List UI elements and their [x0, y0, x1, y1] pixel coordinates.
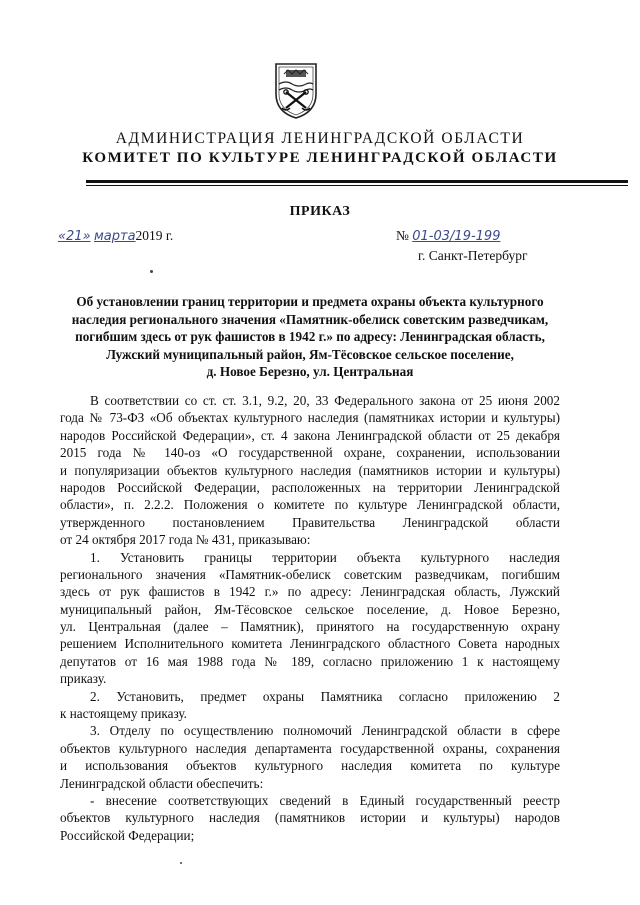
- header-divider-thick: [86, 180, 628, 183]
- body-line: объектов культурного наследия департамента государственной охраны, сохранения: [60, 740, 560, 756]
- body-line: - внесение соответствующих сведений в Единый государственный реестр: [90, 792, 560, 808]
- title-line: Лужский муниципальный район, Ям-Тёсовское сельское поселение,: [106, 346, 514, 362]
- body-line: ул. Центральная (далее – Памятник), принятого на государственную охрану: [60, 619, 560, 635]
- order-title: [60, 293, 560, 381]
- body-line: решением Исполнительного комитета Ленинградского областного Совета народных: [60, 636, 560, 652]
- body-line: Российской Федерации;: [60, 827, 195, 843]
- committee-heading: КОМИТЕТ ПО КУЛЬТУРЕ ЛЕНИНГРАДСКОЙ ОБЛАСТИ: [82, 150, 558, 166]
- title-line: наследия регионального значения «Памятник-обелиск советским разведчикам,: [71, 311, 549, 327]
- body-line: народов Российской Федерации», ст. 4 закона Ленинградской области от 25 декабря: [60, 427, 560, 443]
- body-line: области», п. 2.2.2. Положения о комитете по культуре Ленинградской области,: [60, 497, 560, 513]
- title-line: д. Новое Березно, ул. Центральная: [206, 364, 414, 380]
- body-line: муниципальный район, Ям-Тёсовское сельское поселение, д. Новое Березно,: [60, 601, 560, 617]
- body-line: депутатов от 16 мая 1988 года № 189, согласно приложению 1 к настоящему: [60, 653, 560, 669]
- scan-speck: [180, 862, 182, 864]
- body-line: народов Российской Федерации, расположенных на территории Ленинградской: [60, 479, 560, 495]
- scan-speck: [150, 270, 153, 273]
- order-body: [60, 392, 560, 844]
- date-year: 2019 г.: [135, 228, 174, 243]
- body-line: регионального значения «Памятник-обелиск советским разведчикам, погибшим: [60, 566, 560, 582]
- body-line: к настоящему приказу.: [60, 706, 187, 722]
- body-line: 2015 года № 140-оз «О государственной охране, сохранении, использовании: [60, 445, 560, 461]
- body-line: 2. Установить, предмет охраны Памятника согласно приложению 2: [90, 688, 560, 704]
- city-label: г. Санкт-Петербург: [418, 248, 528, 263]
- body-line: объектов культурного наследия (памятников истории и культуры) народов: [60, 810, 560, 826]
- order-date: [58, 228, 173, 244]
- body-line: утвержденного постановлением Правительства Ленинградской области: [60, 514, 560, 530]
- body-line: и использования объектов культурного наследия комитета по культуре: [60, 758, 560, 774]
- body-line: года № 73-ФЗ «Об объектах культурного наследия (памятниках истории и культуры): [60, 410, 560, 426]
- title-line: погибшим здесь от рук фашистов в 1942 г.» по адресу: Ленинградская область,: [75, 329, 545, 345]
- body-line: и популяризации объектов культурного наследия (памятников истории и культуры): [60, 462, 560, 478]
- administration-heading: АДМИНИСТРАЦИЯ ЛЕНИНГРАДСКОЙ ОБЛАСТИ: [115, 130, 525, 147]
- date-month-handwritten: марта: [93, 229, 136, 244]
- body-line: 3. Отделу по осуществлению полномочий Ленинградской области в сфере: [90, 723, 560, 739]
- body-line: от 24 октября 2017 года № 431, приказываю:: [60, 532, 311, 548]
- coat-of-arms-icon: [272, 60, 320, 122]
- body-line: В соответствии со ст. ст. 3.1, 9.2, 20, 33 Федерального закона от 25 июня 2002: [90, 393, 560, 408]
- header-divider-thin: [86, 185, 628, 186]
- body-line: здесь от рук фашистов в 1942 г.» по адресу: Ленинградская область, Лужский: [60, 584, 560, 600]
- number-prefix: №: [396, 228, 409, 243]
- body-line: 1. Установить границы территории объекта культурного наследия: [90, 549, 560, 565]
- title-line: Об установлении границ территории и предмета охраны объекта культурного: [76, 294, 544, 309]
- document-type-title: ПРИКАЗ: [289, 204, 351, 219]
- date-day-handwritten: «21»: [58, 229, 91, 244]
- order-number: [396, 228, 500, 244]
- body-line: Ленинградской области обеспечить:: [60, 775, 264, 791]
- body-line: приказу.: [60, 671, 107, 687]
- number-handwritten: 01-03/19-199: [412, 229, 501, 244]
